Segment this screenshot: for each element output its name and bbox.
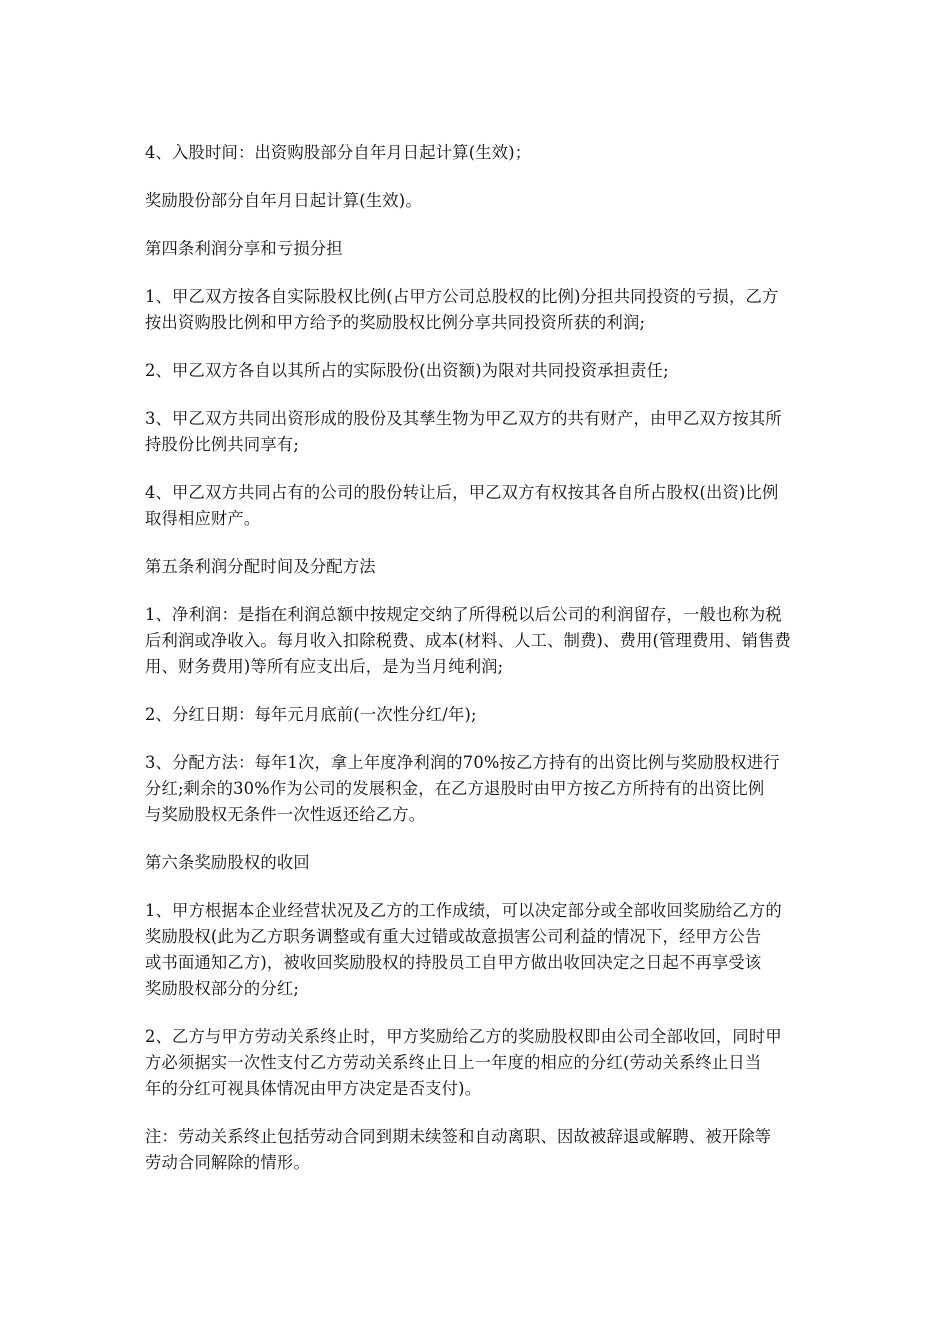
section-heading: 第四条利润分享和亏损分担	[145, 239, 343, 258]
text-line: 用、财务费用)等所有应支出后，是为当月纯利润;	[145, 657, 504, 676]
section-heading: 第六条奖励股权的收回	[145, 853, 310, 872]
article-4-item-4	[145, 480, 815, 532]
article-4-item-2	[145, 358, 815, 384]
text-line: 2、乙方与甲方劳动关系终止时，甲方奖励给乙方的奖励股权即由公司全部收回，同时甲	[145, 1027, 782, 1046]
text-line: 取得相应财产。	[145, 509, 261, 528]
text-line: 与奖励股权无条件一次性返还给乙方。	[145, 805, 426, 824]
article-5-item-1	[145, 602, 815, 680]
text-line: 3、甲乙双方共同出资形成的股份及其孳生物为甲乙双方的共有财产，由甲乙双方按其所	[145, 409, 782, 428]
text-line: 1、甲乙双方按各自实际股权比例(占甲方公司总股权的比例)分担共同投资的亏损，乙方	[145, 287, 779, 306]
clause-4-share-time	[145, 140, 815, 166]
text-line: 4、甲乙双方共同占有的公司的股份转让后，甲乙双方有权按其各自所占股权(出资)比例	[145, 483, 779, 502]
text-line: 1、甲方根据本企业经营状况及乙方的工作成绩，可以决定部分或全部收回奖励给乙方的	[145, 901, 782, 920]
text-line: 持股份比例共同享有;	[145, 435, 300, 454]
section-heading: 第五条利润分配时间及分配方法	[145, 557, 376, 576]
article-5-item-3	[145, 750, 815, 828]
article-6-item-2	[145, 1024, 815, 1102]
article-6-heading	[145, 850, 815, 876]
text-line: 1、净利润：是指在利润总额中按规定交纳了所得税以后公司的利润留存，一般也称为税	[145, 605, 782, 624]
text-line: 2、甲乙双方各自以其所占的实际股份(出资额)为限对共同投资承担责任;	[145, 361, 669, 380]
article-6-item-1	[145, 898, 815, 1002]
text-line: 年的分红可视具体情况由甲方决定是否支付)。	[145, 1079, 482, 1098]
text-line: 奖励股份部分自年月日起计算(生效)。	[145, 191, 422, 210]
article-4-heading	[145, 236, 815, 262]
text-line: 劳动合同解除的情形。	[145, 1153, 310, 1172]
text-line: 奖励股权(此为乙方职务调整或有重大过错或故意损害公司利益的情况下，经甲方公告	[145, 927, 762, 946]
article-4-item-3	[145, 406, 815, 458]
text-line: 3、分配方法：每年1次，拿上年度净利润的70%按乙方持有的出资比例与奖励股权进行	[145, 753, 780, 772]
article-5-item-2	[145, 702, 815, 728]
text-line: 注：劳动关系终止包括劳动合同到期未续签和自动离职、因故被辞退或解聘、被开除等	[145, 1127, 772, 1146]
document-body	[145, 140, 815, 1198]
article-5-heading	[145, 554, 815, 580]
text-line: 奖励股权部分的分红;	[145, 979, 300, 998]
text-line: 后利润或净收入。每月收入扣除税费、成本(材料、人工、制费)、费用(管理费用、销售费	[145, 631, 791, 650]
reward-share-effective	[145, 188, 815, 214]
text-line: 或书面通知乙方)，被收回奖励股权的持股员工自甲方做出收回决定之日起不再享受该	[145, 953, 762, 972]
text-line: 方必须据实一次性支付乙方劳动关系终止日上一年度的相应的分红(劳动关系终止日当	[145, 1053, 762, 1072]
text-line: 4、入股时间：出资购股部分自年月日起计算(生效)；	[145, 143, 532, 162]
text-line: 按出资购股比例和甲方给予的奖励股权比例分享共同投资所获的利润;	[145, 313, 646, 332]
text-line: 2、分红日期：每年元月底前(一次性分红/年);	[145, 705, 477, 724]
text-line: 分红;剩余的30%作为公司的发展积金，在乙方退股时由甲方按乙方所持有的出资比例	[145, 779, 765, 798]
article-4-item-1	[145, 284, 815, 336]
note-paragraph	[145, 1124, 815, 1176]
